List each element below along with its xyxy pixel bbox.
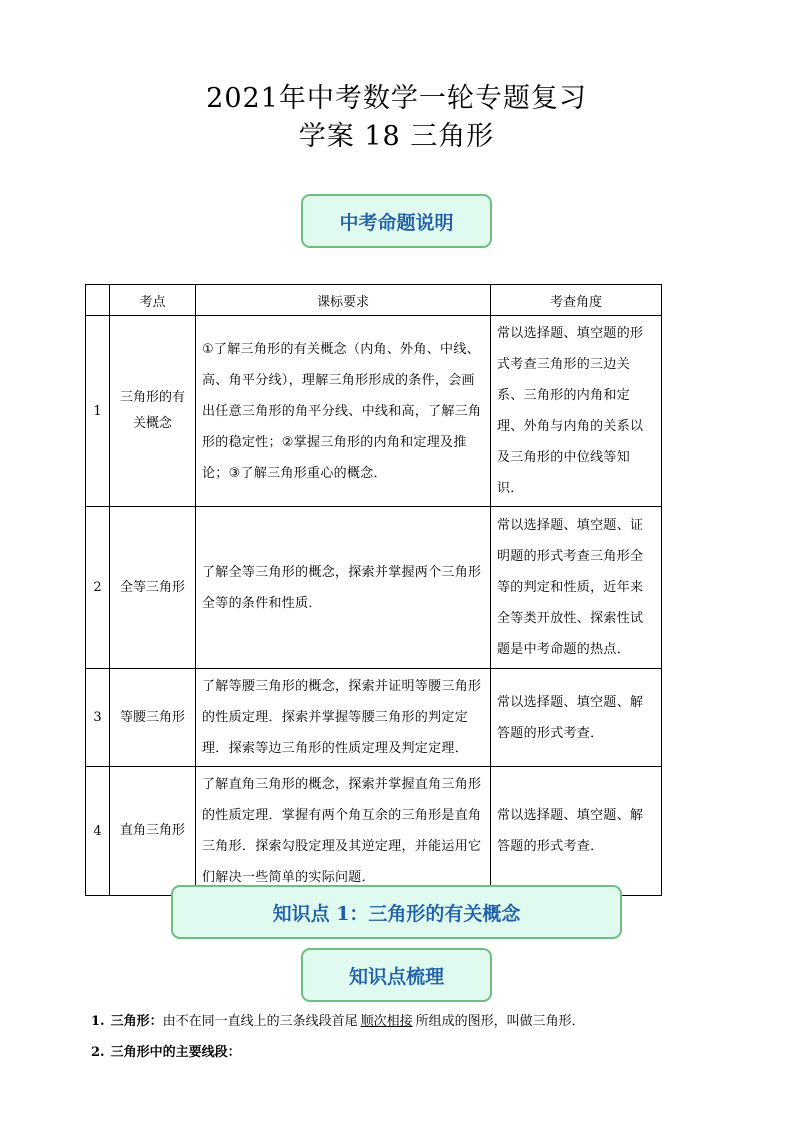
item-number: 2. <box>91 1045 105 1060</box>
row-requirement: ①了解三角形的有关概念（内角、外角、中线、高、角平分线），理解三角形形成的条件，会画出任意三角形的角平分线、中线和高，了解三角形的稳定性；②掌握三角形的内角和定理及推论；③了解三角形重心的概念． <box>196 316 491 507</box>
row-point: 全等三角形 <box>110 507 196 669</box>
item-term-colon: ： <box>149 1014 163 1029</box>
section-heading-knowledge-point-1: 知识点 1：三角形的有关概念 <box>171 885 622 939</box>
row-requirement: 了解直角三角形的概念，探索并掌握直角三角形的性质定理．掌握有两个角互余的三角形是直角三角形．探索勾股定理及其逆定理，并能运用它们解决一些简单的实际问题． <box>196 767 491 896</box>
definition-item-main-segments <box>91 1043 241 1063</box>
row-angle: 常以选择题、填空题、解答题的形式考查． <box>491 767 662 896</box>
document-subtitle: 学案 18 三角形 <box>298 121 495 152</box>
table-row <box>86 316 662 507</box>
table-row <box>86 767 662 896</box>
row-number: 3 <box>86 669 110 767</box>
table-header-index <box>86 285 110 316</box>
table-row <box>86 669 662 767</box>
row-number: 2 <box>86 507 110 669</box>
table-header-angle: 考查角度 <box>491 285 662 316</box>
table-row <box>86 507 662 669</box>
document-title: 2021年中考数学一轮专题复习 <box>206 83 587 114</box>
table-header-requirement: 课标要求 <box>196 285 491 316</box>
row-angle: 常以选择题、填空题、证明题的形式考查三角形全等的判定和性质，近年来全等类开放性、探索性试题是中考命题的热点． <box>491 507 662 669</box>
row-point: 直角三角形 <box>110 767 196 896</box>
curriculum-table <box>85 284 662 896</box>
item-text-before: 由不在同一直线上的三条线段首尾 <box>162 1014 358 1029</box>
item-text-after: 所组成的图形，叫做三角形． <box>415 1014 585 1029</box>
table-header-point: 考点 <box>110 285 196 316</box>
row-angle: 常以选择题、填空题的形式考查三角形的三边关系、三角形的内角和定理、外角与内角的关系以及三角形的中位线等知识． <box>491 316 662 507</box>
item-term: 三角形 <box>110 1014 150 1029</box>
section-heading-knowledge-summary: 知识点梳理 <box>301 948 492 1002</box>
table-header-row <box>86 285 662 316</box>
row-number: 4 <box>86 767 110 896</box>
row-point: 等腰三角形 <box>110 669 196 767</box>
item-heading: 三角形中的主要线段： <box>110 1045 241 1060</box>
row-requirement: 了解全等三角形的概念，探索并掌握两个三角形全等的条件和性质． <box>196 507 491 669</box>
row-angle: 常以选择题、填空题、解答题的形式考查． <box>491 669 662 767</box>
row-point: 三角形的有关概念 <box>110 316 196 507</box>
definition-item-triangle <box>91 1012 585 1032</box>
fill-blank-answer: 顺次相接 <box>360 1014 413 1029</box>
row-requirement: 了解等腰三角形的概念，探索并证明等腰三角形的性质定理．探索并掌握等腰三角形的判定定理．探索等边三角形的性质定理及判定定理． <box>196 669 491 767</box>
item-number: 1. <box>91 1014 105 1029</box>
row-number: 1 <box>86 316 110 507</box>
section-heading-exam-description: 中考命题说明 <box>301 194 492 248</box>
